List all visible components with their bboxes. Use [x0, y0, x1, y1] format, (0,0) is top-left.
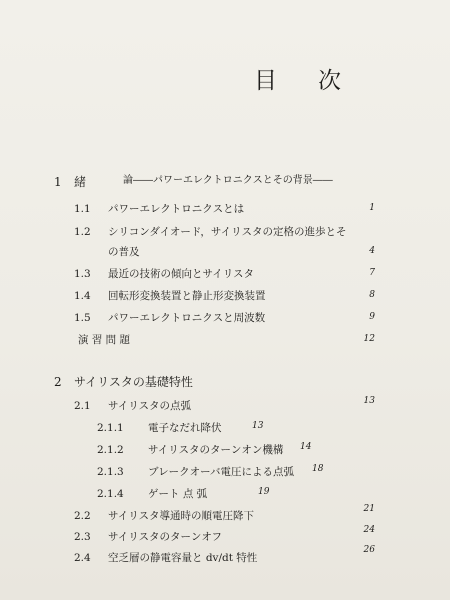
exercise-title: 演 習 問 題: [78, 334, 131, 346]
section-title: サイリスタのターンオフ: [108, 531, 223, 543]
section-title-continued: の普及: [108, 246, 140, 258]
section-title: 最近の技術の傾向とサイリスタ: [108, 268, 255, 280]
subsection-title: 電子なだれ降伏: [148, 422, 222, 434]
page-number: 7: [369, 268, 375, 278]
subsection-title: ゲート 点 弧: [148, 488, 208, 500]
chapter-1-number: 1: [54, 175, 62, 189]
subsection-title: サイリスタのターンオン機構: [148, 444, 284, 456]
section-number: 1.2: [74, 226, 91, 238]
section-title: シリコンダイオード，サイリスタの定格の進歩とそ: [108, 226, 347, 238]
page-number: 24: [363, 525, 375, 535]
chapter-1-title-b: 論――パワーエレクトロニクスとその背景――: [123, 175, 333, 186]
section-title: パワーエレクトロニクスとは: [108, 203, 245, 215]
section-title: 空乏層の静電容量と dv/dt 特性: [108, 552, 258, 564]
subsection-number: 2.1.2: [97, 444, 124, 456]
page-number: 8: [369, 290, 375, 300]
section-number: 2.1: [74, 400, 91, 412]
section-number: 1.5: [74, 312, 91, 324]
chapter-2-number: 2: [54, 375, 62, 389]
page-number: 13: [252, 421, 264, 431]
section-title: パワーエレクトロニクスと周波数: [108, 312, 266, 324]
page-number: 14: [300, 442, 312, 452]
page-number: 13: [363, 396, 375, 406]
page-number: 4: [369, 246, 375, 256]
subsection-number: 2.1.3: [97, 466, 124, 478]
page-number: 12: [363, 334, 375, 344]
section-number: 2.2: [74, 510, 91, 522]
section-number: 2.3: [74, 531, 91, 543]
page-number: 26: [363, 545, 375, 555]
page-number: 18: [312, 464, 324, 474]
page-number: 19: [258, 487, 270, 497]
subsection-number: 2.1.4: [97, 488, 124, 500]
chapter-1-title-a: 緒: [74, 175, 87, 189]
page-number: 9: [369, 312, 375, 322]
section-number: 1.4: [74, 290, 91, 302]
subsection-title: ブレークオーバ電圧による点弧: [148, 466, 295, 478]
section-number: 1.3: [74, 268, 91, 280]
page-number: 1: [369, 203, 375, 213]
section-title: 回転形変換装置と静止形変換装置: [108, 290, 266, 302]
toc-title-char-1: 目: [254, 68, 277, 94]
section-number: 2.4: [74, 552, 91, 564]
page-number: 21: [363, 504, 375, 514]
subsection-number: 2.1.1: [97, 422, 124, 434]
chapter-2-title: サイリスタの基礎特性: [74, 375, 193, 389]
section-number: 1.1: [74, 203, 91, 215]
section-title: サイリスタ導通時の順電圧降下: [108, 510, 255, 522]
toc-title-char-2: 次: [318, 68, 341, 94]
section-title: サイリスタの点弧: [108, 400, 192, 412]
